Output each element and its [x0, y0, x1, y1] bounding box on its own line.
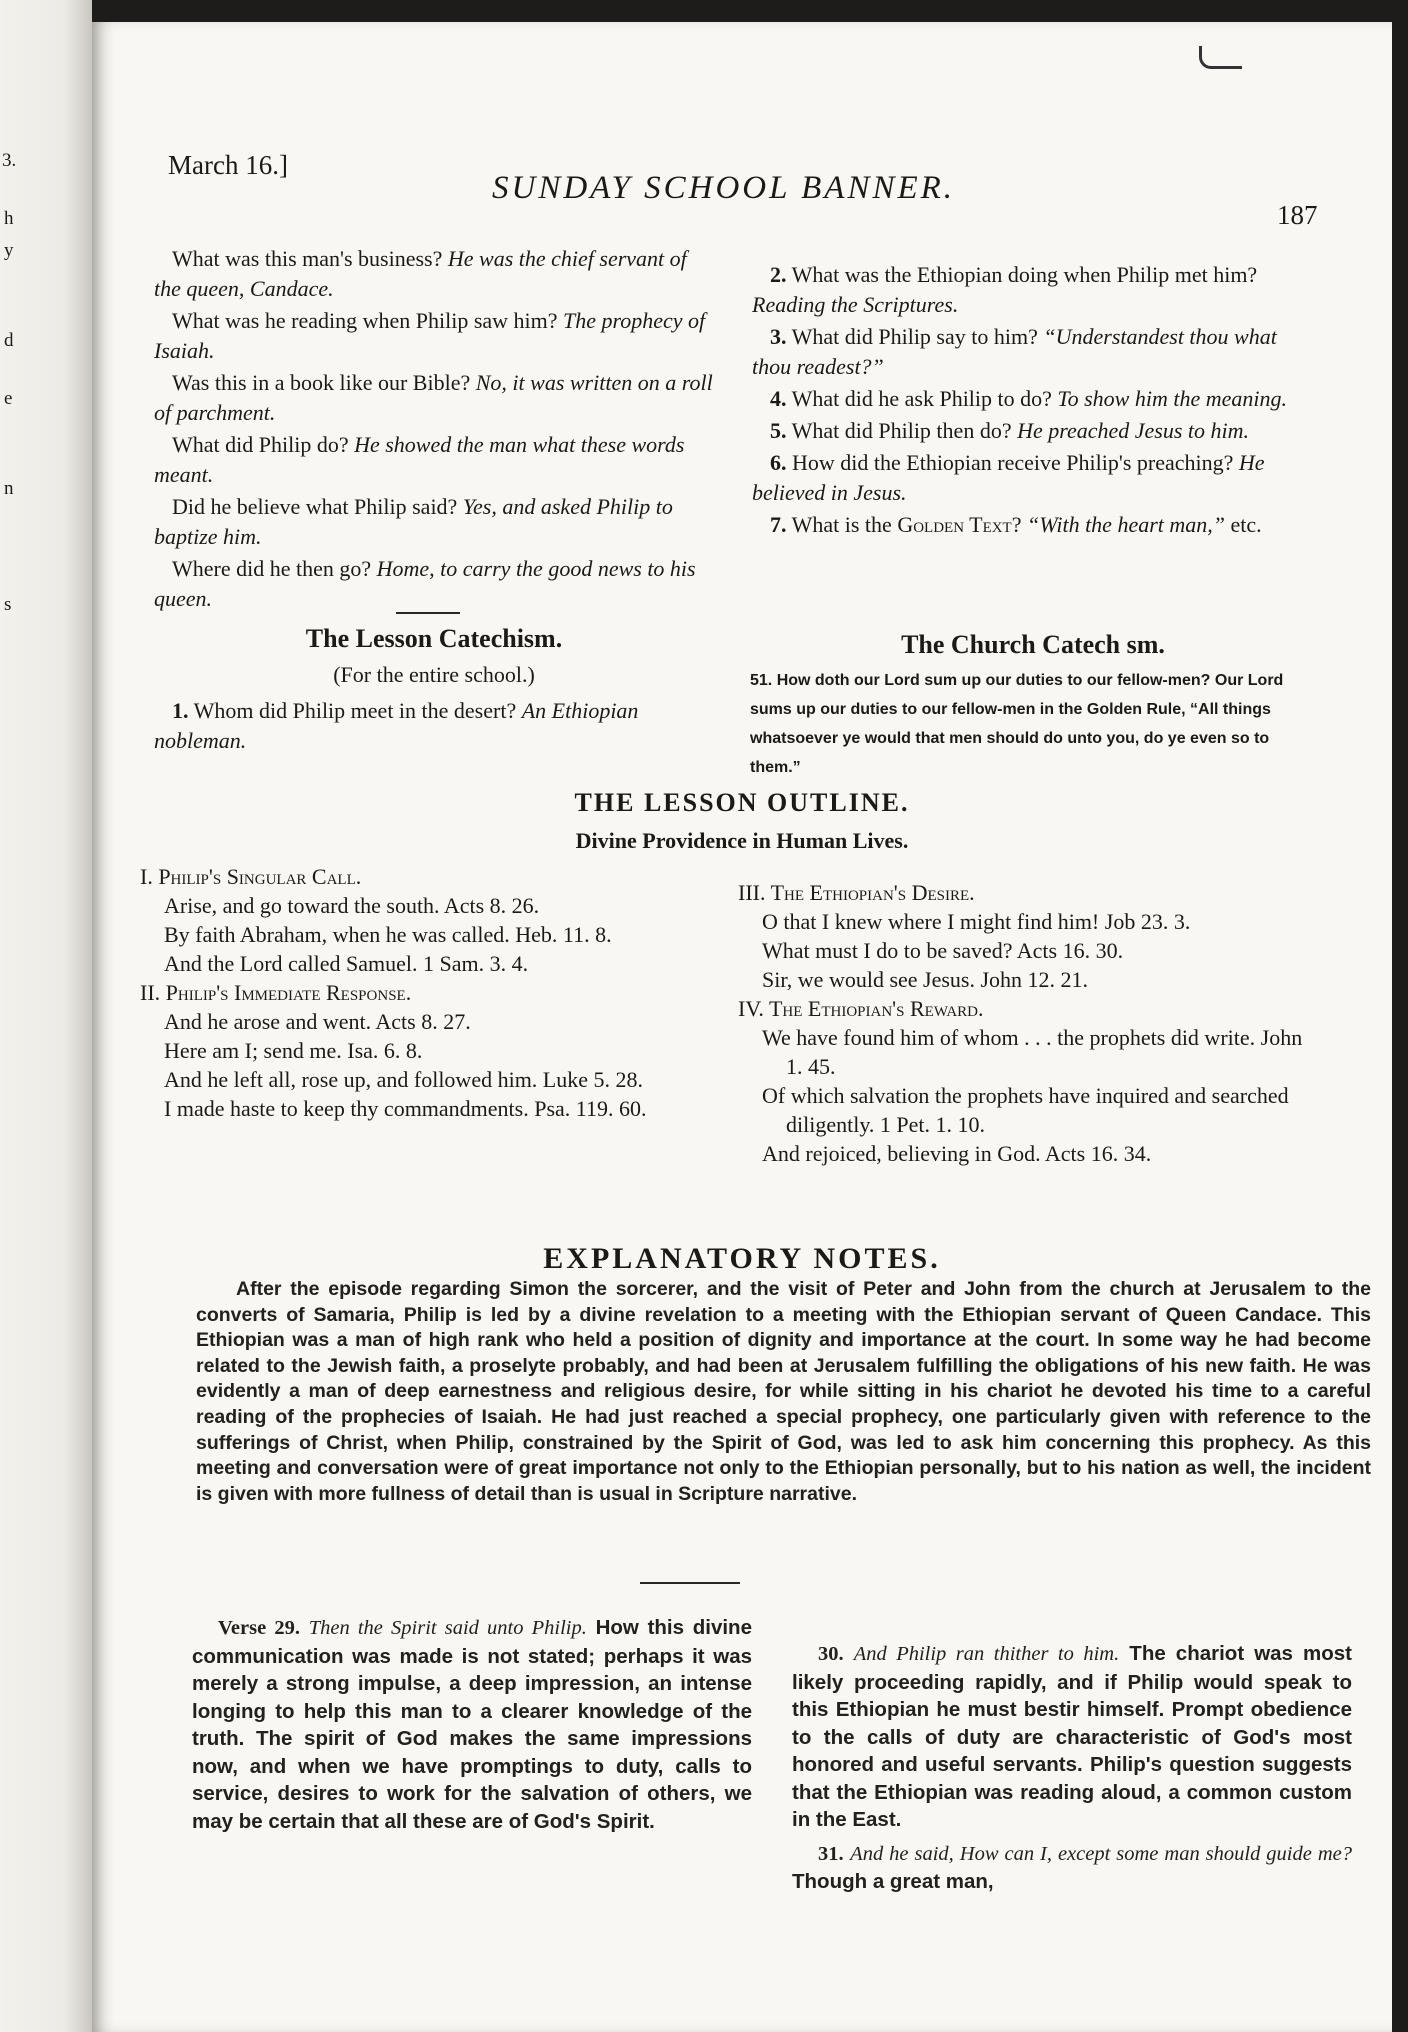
answer: He showed the man what these words meant. [154, 432, 685, 487]
question: What was he reading when Philip saw him? [172, 308, 558, 333]
etc-text: etc. [1230, 512, 1262, 537]
outline-item: I made haste to keep thy commandments. Psa. 119. 60. [164, 1096, 647, 1121]
church-catechism-text: 51. How doth our Lord sum up our duties to our fellow-men? Our Lord sums up our duties to our fellow-men in the Golden Rule, “All things whatsoever ye would that men should do unto you, do ye even so to them.” [750, 672, 1284, 776]
outline-heading: IV. The Ethiopian's Reward. [738, 996, 984, 1021]
verse-label: 30. [818, 1643, 844, 1665]
question-number: 4. [770, 386, 787, 411]
qa-item [752, 510, 1312, 540]
left-page-edge [0, 0, 92, 2032]
question: What did Philip say to him? [791, 324, 1038, 349]
outline-item: By faith Abraham, when he was called. Heb. 11. 8. [164, 922, 612, 947]
verse-29-note [192, 1614, 752, 1841]
question-number: 2. [770, 262, 787, 287]
question: Where did he then go? [172, 556, 372, 581]
qa-item [752, 322, 1312, 382]
outline-heading: III. The Ethiopian's Desire. [738, 880, 975, 905]
church-catechism-title: The Church Catech sm. [901, 630, 1165, 659]
divider [396, 612, 460, 614]
outline-subtitle: Divine Providence in Human Lives. [575, 828, 909, 853]
outline-item: What must I do to be saved? Acts 16. 30. [762, 938, 1124, 963]
verse-paragraph [792, 1840, 1352, 1896]
question: What did Philip then do? [791, 418, 1012, 443]
question: Did he believe what Philip said? [172, 494, 458, 519]
outline-heading: II. Philip's Immediate Response. [140, 980, 412, 1005]
outline-item: And the Lord called Samuel. 1 Sam. 3. 4. [164, 951, 529, 976]
answer: “Understandest thou what thou readest?” [752, 324, 1277, 379]
question: What did he ask Philip to do? [791, 386, 1052, 411]
outline-item: And he left all, rose up, and followed him. Luke 5. 28. [164, 1067, 644, 1092]
qa-item [154, 368, 714, 428]
outline-heading: I. Philip's Singular Call. [140, 864, 362, 889]
verse-30-31-notes [792, 1640, 1352, 1902]
church-catechism [750, 630, 1316, 782]
gutter-mark: 3. [2, 150, 17, 171]
outline-item: And rejoiced, believing in God. Acts 16. 34. [762, 1141, 1152, 1166]
outline-item: Sir, we would see Jesus. John 12. 21. [762, 967, 1089, 992]
gutter-mark: y [4, 240, 14, 261]
qa-item [154, 244, 714, 304]
answer: The prophecy of Isaiah. [154, 308, 706, 363]
outline-item: And he arose and went. Acts 8. 27. [164, 1009, 471, 1034]
answer: Home, to carry the good news to his queen. [154, 556, 696, 611]
qa-item [154, 554, 714, 614]
qa-item [752, 384, 1312, 414]
question: What was the Ethiopian doing when Philip met him? [791, 262, 1258, 287]
question: What is the [791, 512, 892, 537]
qa-item [752, 260, 1312, 320]
verse-label: Verse 29. [218, 1617, 300, 1639]
outline-left [140, 862, 720, 1123]
verse-text: Then the Spirit said unto Philip. [308, 1617, 587, 1639]
question-number: 6. [770, 450, 787, 475]
lesson-catechism [154, 624, 714, 758]
verse-text: And Philip ran thither to him. [853, 1643, 1120, 1665]
left-qa-column [154, 244, 714, 616]
divider [640, 1582, 740, 1584]
question: Was this in a book like our Bible? [172, 370, 471, 395]
gutter-mark: e [4, 388, 13, 409]
answer: “With the heart man,” [1027, 512, 1226, 537]
question-number: 1. [172, 698, 189, 723]
corner-pencil-mark [1199, 46, 1242, 69]
outline-item: Of which salvation the prophets have inquired and searched diligently. 1 Pet. 1. 10. [762, 1083, 1289, 1137]
answer: He believed in Jesus. [752, 450, 1265, 505]
explanatory-notes-title: EXPLANATORY NOTES. [543, 1242, 941, 1275]
right-qa-column [752, 260, 1312, 542]
verse-body: The chariot was most likely proceeding rapidly, and if Philip would speak to this Ethiopian he must bestir himself. Prompt obedience to the calls of duty are characteristic of God's most honored and useful servants. Philip's question suggests that the Ethiopian was reading aloud, a common custom in the East. [792, 1642, 1352, 1831]
lesson-catechism-subtitle: (For the entire school.) [333, 662, 535, 687]
verse-label: 31. [818, 1842, 844, 1865]
answer: Reading the Scriptures. [752, 292, 959, 317]
question: What was this man's business? [172, 246, 443, 271]
outline-item: O that I knew where I might find him! Job 23. 3. [762, 909, 1191, 934]
verse-body: How this divine communication was made is not stated; perhaps it was merely a strong impulse, a deep impression, an intense longing to help this man to a clearer knowledge of the truth. The spirit of God makes the same impressions now, and when we have promptings to duty, calls to service, desires to work for the salvation of others, we may be certain that all these are of God's Spirit. [192, 1616, 752, 1833]
header-title: SUNDAY SCHOOL BANNER. [492, 170, 956, 206]
qa-item [154, 430, 714, 490]
qa-item [154, 492, 714, 552]
verse-body: Though a great man, [792, 1870, 994, 1893]
header-date: March 16.] [168, 150, 288, 180]
explanatory-paragraph: After the episode regarding Simon the sorcerer, and the visit of Peter and John from the church at Jerusalem to the converts of Samaria, Philip is led by a divine revelation to a meeting with the Ethiopian servant of Queen Candace. This Ethiopian was a man of high rank who held a position of dignity and importance at the court. In some way he had become related to the Jewish faith, a proselyte probably, and had been at Jerusalem fulfilling the obligations of his new faith. He was evidently a man of deep earnestness and religious desire, for while sitting in his chariot he devoted his time to a careful reading of the prophecies of Isaiah. He had just reached a special prophecy, one particularly given with reference to the sufferings of Christ, when Philip, constrained by the Spirit of God, was led to ask him concerning this prophecy. As this meeting and conversation were of great importance not only to the Ethiopian personally, but to his nation as well, the incident is given with more fullness of detail than is usual in Scripture narrative. [196, 1278, 1371, 1505]
answer: An Ethiopian nobleman. [154, 698, 639, 753]
question-number: 3. [770, 324, 787, 349]
question: How did the Ethiopian receive Philip's preaching? [792, 450, 1234, 475]
gutter-mark: s [4, 594, 12, 615]
page-number: 187 [1277, 200, 1318, 230]
question-number: 7. [770, 512, 787, 537]
answer: Yes, and asked Philip to baptize him. [154, 494, 673, 549]
question-number: 5. [770, 418, 787, 443]
verse-text: And he said, How can I, except some man should guide me? [850, 1842, 1352, 1865]
lesson-catechism-title: The Lesson Catechism. [305, 624, 563, 653]
gutter-mark: d [4, 330, 14, 351]
answer: No, it was written on a roll of parchment. [154, 370, 713, 425]
question: What did Philip do? [172, 432, 349, 457]
outline-item: Here am I; send me. Isa. 6. 8. [164, 1038, 423, 1063]
question: Whom did Philip meet in the desert? [193, 698, 517, 723]
outline-right [738, 878, 1318, 1168]
outline-item: Arise, and go toward the south. Acts 8. 26. [164, 893, 540, 918]
page [92, 22, 1392, 2032]
verse-paragraph [792, 1640, 1352, 1834]
gutter-mark: h [4, 208, 14, 229]
qa-item [752, 448, 1312, 508]
golden-text-label: Golden Text? [897, 512, 1022, 537]
outline-item: We have found him of whom . . . the prophets did write. John 1. 45. [762, 1025, 1303, 1079]
qa-item [154, 696, 714, 756]
explanatory-notes-body [196, 1277, 1371, 1507]
answer: To show him the meaning. [1057, 386, 1287, 411]
verse-paragraph [192, 1614, 752, 1835]
qa-item [752, 416, 1312, 446]
gutter-mark: n [4, 478, 14, 499]
answer: He preached Jesus to him. [1017, 418, 1250, 443]
outline-title: THE LESSON OUTLINE. [574, 788, 910, 817]
qa-item [154, 306, 714, 366]
answer: He was the chief servant of the queen, Candace. [154, 246, 687, 301]
